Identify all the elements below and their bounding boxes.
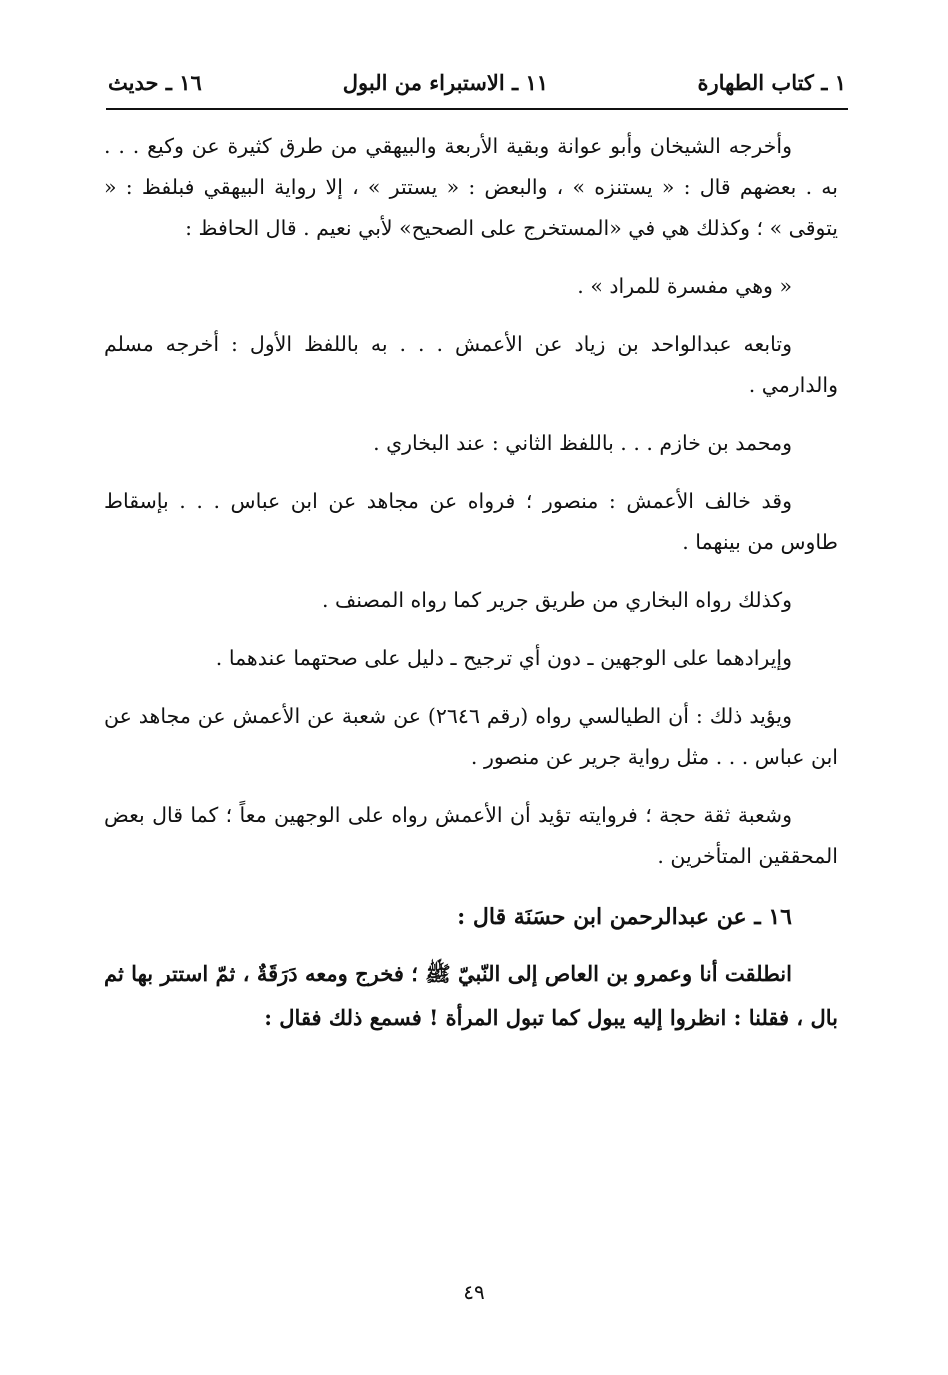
running-header [106, 62, 848, 110]
page-number: ٤٩ [463, 1280, 485, 1304]
header-book-title: ١ ـ كتاب الطهارة [697, 70, 846, 95]
hadith-title: ١٦ ـ عن عبدالرحمن ابن حسَنَة قال : [457, 904, 792, 930]
paragraph: وتابعه عبدالواحد بن زياد عن الأعمش . . . به باللفظ الأول : أخرجه مسلم والدارمي . [104, 332, 838, 397]
paragraph: وكذلك رواه البخاري من طريق جرير كما رواه المصنف . [322, 588, 792, 612]
paragraph: وإيرادهما على الوجهين ـ دون أي ترجيح ـ دليل على صحتهما عندهما . [215, 646, 792, 670]
paragraph: « وهي مفسرة للمراد » . [577, 274, 792, 298]
paragraph: وقد خالف الأعمش : منصور ؛ فرواه عن مجاهد عن ابن عباس . . . بإسقاط طاوس من بينهما . [104, 489, 838, 554]
page-body [104, 126, 838, 1040]
header-hadith-number: ١٦ ـ حديث [108, 70, 202, 95]
hadith-text: انطلقت أنا وعمرو بن العاص إلى النّبيّ ﷺ ؛ فخرج ومعه دَرَقَةٌ ، ثمّ استتر بها ثم بال ، فقلنا : انظروا إليه يبول كما تبول المرأة ! فسمع ذلك فقال : [104, 961, 838, 1030]
paragraph: ومحمد بن خازم . . . باللفظ الثاني : عند البخاري . [373, 431, 792, 455]
paragraph: ويؤيد ذلك : أن الطيالسي رواه (رقم ٢٦٤٦) عن شعبة عن الأعمش عن مجاهد عن ابن عباس . . . مثل رواية جرير عن منصور . [104, 704, 838, 769]
header-chapter-title: ١١ ـ الاستبراء من البول [342, 70, 548, 95]
paragraph: وأخرجه الشيخان وأبو عوانة وبقية الأربعة والبيهقي من طرق كثيرة عن وكيع . . . به . بعضهم قال : « يستنزه » ، والبعض : « يستتر » ، إلا رواية البيهقي فبلفظ : « يتوقى » ؛ وكذلك هي في «المستخرج على الصحيح» لأبي نعيم . قال الحافظ : [104, 134, 838, 240]
paragraph: وشعبة ثقة حجة ؛ فروايته تؤيد أن الأعمش رواه على الوجهين معاً ؛ كما قال بعض المحققين المتأخرين . [104, 803, 838, 868]
